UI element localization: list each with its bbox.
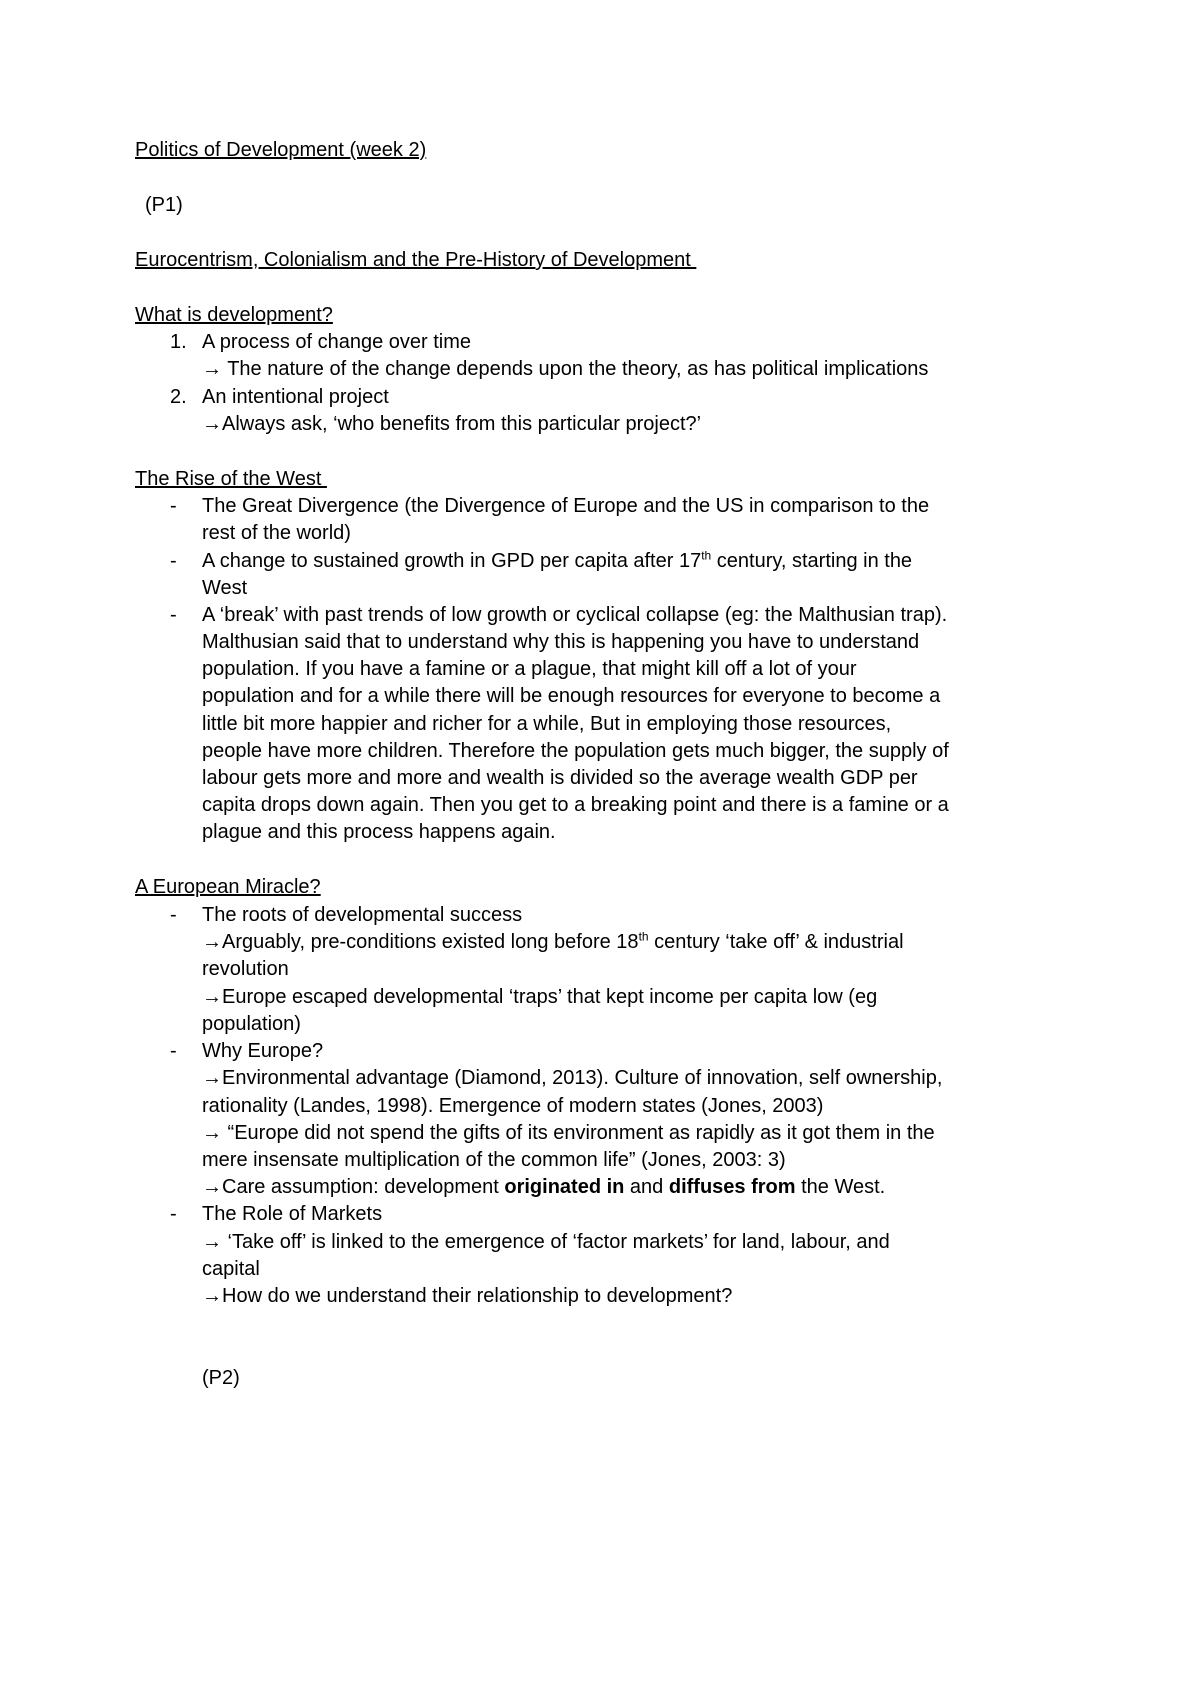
bullet-dash: - (170, 604, 177, 626)
list-item-text: An intentional project (202, 386, 389, 408)
bullet-text: The Great Divergence (the Divergence of Europe and the US in comparison to the (202, 495, 930, 517)
bullet-text: A change to sustained growth in GPD per capita after 17th century, starting in the (202, 548, 913, 572)
section-heading: Eurocentrism, Colonialism and the Pre-History of Development (135, 249, 697, 271)
bullet-text: labour gets more and more and wealth is divided so the average wealth GDP per (202, 767, 918, 789)
arrow-note: →Care assumption: development originated in and diffuses from the West. (202, 1176, 886, 1198)
bullet-dash: - (170, 1203, 177, 1225)
bullet-text: little bit more happier and richer for a while, But in employing those resources, (202, 713, 892, 735)
p2-marker: (P2) (202, 1367, 240, 1389)
what-is-heading: What is development? (135, 304, 333, 326)
arrow-note: →How do we understand their relationship to development? (202, 1285, 733, 1307)
arrow-note: →Always ask, ‘who benefits from this particular project?’ (202, 413, 702, 435)
bullet-text: people have more children. Therefore the population gets much bigger, the supply of (202, 740, 949, 762)
arrow-note: →Environmental advantage (Diamond, 2013). Culture of innovation, self ownership, (202, 1067, 943, 1089)
miracle-heading: A European Miracle? (135, 876, 321, 898)
bullet-text: The roots of developmental success (202, 904, 523, 926)
bullet-text: population and for a while there will be enough resources for everyone to become a (202, 685, 941, 707)
bullet-text: plague and this process happens again. (202, 821, 556, 843)
rise-heading: The Rise of the West (135, 468, 327, 490)
arrow-note: →Europe escaped developmental ‘traps’ that kept income per capita low (eg (202, 986, 878, 1008)
arrow-note: capital (202, 1258, 260, 1280)
arrow-note: revolution (202, 958, 289, 980)
bullet-dash: - (170, 1040, 177, 1062)
bullet-text: population. If you have a famine or a plague, that might kill off a lot of your (202, 658, 857, 680)
bullet-text: rest of the world) (202, 522, 351, 544)
bullet-text: The Role of Markets (202, 1203, 383, 1225)
list-number: 1. (170, 331, 187, 353)
arrow-note: → “Europe did not spend the gifts of its environment as rapidly as it got them in the (202, 1122, 935, 1144)
arrow-note: → ‘Take off’ is linked to the emergence of ‘factor markets’ for land, labour, and (202, 1231, 890, 1253)
p1-marker: (P1) (145, 194, 183, 216)
arrow-note: mere insensate multiplication of the common life” (Jones, 2003: 3) (202, 1149, 786, 1171)
bullet-dash: - (170, 904, 177, 926)
arrow-note: → The nature of the change depends upon the theory, as has political implications (202, 358, 929, 380)
bullet-dash: - (170, 550, 177, 572)
bullet-text: Why Europe? (202, 1040, 324, 1062)
arrow-note: →Arguably, pre-conditions existed long before 18th century ‘take off’ & industrial (202, 929, 904, 953)
arrow-note: population) (202, 1013, 301, 1035)
bullet-text: A ‘break’ with past trends of low growth or cyclical collapse (eg: the Malthusian trap). (202, 604, 948, 626)
bullet-text: West (202, 577, 248, 599)
bullet-dash: - (170, 495, 177, 517)
bullet-text: Malthusian said that to understand why this is happening you have to understand (202, 631, 920, 653)
list-number: 2. (170, 386, 187, 408)
arrow-note: rationality (Landes, 1998). Emergence of modern states (Jones, 2003) (202, 1095, 824, 1117)
list-item-text: A process of change over time (202, 331, 472, 353)
bullet-text: capita drops down again. Then you get to a breaking point and there is a famine or a (202, 794, 949, 816)
doc-title: Politics of Development (week 2) (135, 139, 427, 161)
